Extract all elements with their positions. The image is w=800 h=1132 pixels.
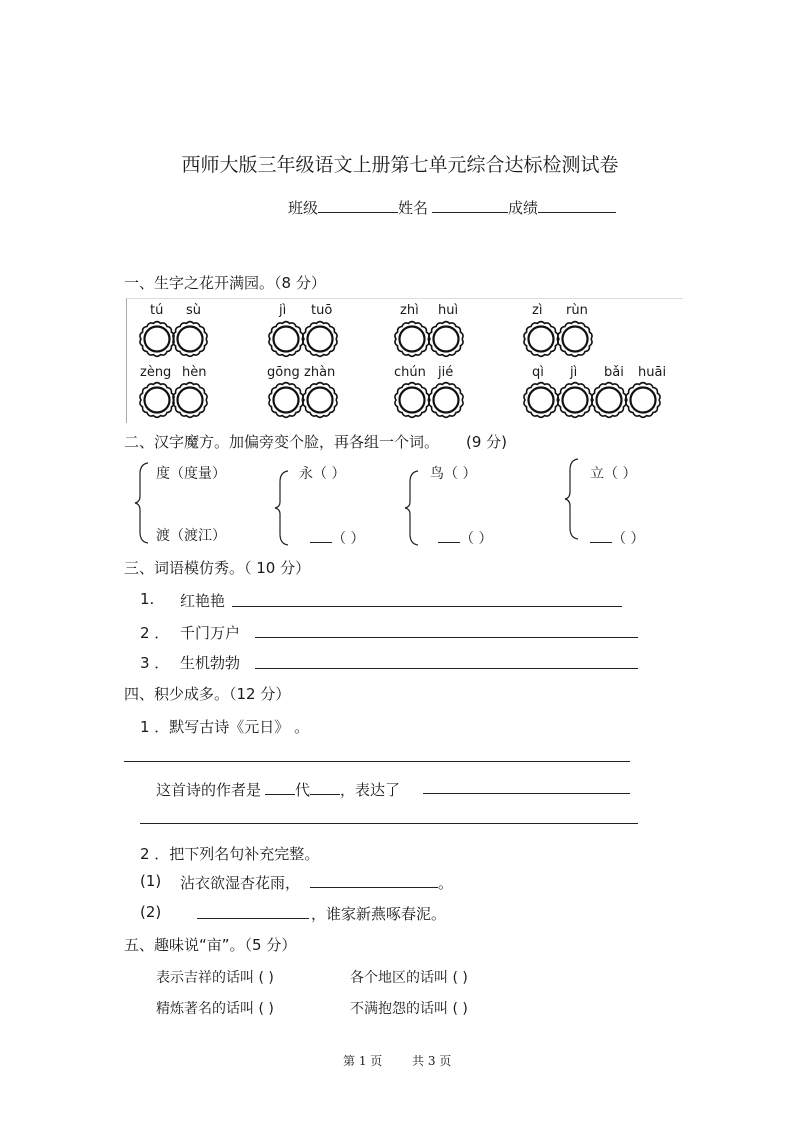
pinyin: gōng bbox=[267, 365, 300, 380]
flower-ring-icon[interactable] bbox=[424, 317, 468, 361]
poem-line-2: ，谁家新燕啄春泥。 bbox=[311, 905, 447, 923]
section-2-heading: 二、汉字魔方。加偏旁变个脸，再各组一个词。 bbox=[124, 433, 440, 451]
poem-blank[interactable] bbox=[197, 918, 309, 919]
student-info bbox=[288, 195, 616, 218]
brace-icon bbox=[274, 470, 290, 546]
flower-ring-icon[interactable] bbox=[168, 378, 212, 422]
poem-line-1-end: 。 bbox=[438, 874, 454, 892]
pinyin: qì bbox=[532, 365, 544, 380]
group-1-top: 度（度量） bbox=[156, 466, 226, 482]
flower-ring-icon[interactable] bbox=[621, 378, 665, 422]
pinyin: tú bbox=[150, 303, 164, 318]
pinyin: chún bbox=[394, 365, 426, 380]
flower-ring-icon[interactable] bbox=[424, 378, 468, 422]
page-title: 西师大版三年级语文上册第七单元综合达标检测试卷 bbox=[181, 154, 619, 176]
brace-icon bbox=[134, 462, 150, 544]
poem-answer-line[interactable] bbox=[124, 761, 630, 762]
radical-blank[interactable] bbox=[590, 525, 612, 543]
flower-ring-icon[interactable] bbox=[553, 317, 597, 361]
model-word: 千门万户 bbox=[180, 624, 241, 642]
radical-blank[interactable] bbox=[310, 525, 332, 543]
pinyin: bǎi bbox=[604, 365, 624, 380]
class-blank[interactable] bbox=[318, 195, 398, 213]
pinyin: zhì bbox=[400, 303, 419, 318]
pinyin: rùn bbox=[566, 303, 588, 318]
flower-ring-icon[interactable] bbox=[298, 378, 342, 422]
section-3-heading: 三、词语模仿秀。（ 10 分） bbox=[124, 559, 311, 577]
dynasty-blank[interactable] bbox=[265, 777, 295, 795]
item-number: 2 ． bbox=[140, 624, 170, 642]
section-4-heading: 四、积少成多。（12 分） bbox=[124, 685, 291, 703]
class-label: 班级 bbox=[288, 199, 319, 217]
page-number: 第 1 页 bbox=[343, 1054, 383, 1068]
feeling-answer-line[interactable] bbox=[423, 793, 630, 794]
pinyin: zèng bbox=[140, 365, 172, 380]
section-2-score: (9 分) bbox=[466, 433, 508, 451]
group-3-bottom: （ ） bbox=[438, 525, 492, 548]
pinyin: hèn bbox=[182, 365, 207, 380]
model-word: 生机勃勃 bbox=[180, 654, 241, 672]
page-total: 共 3 页 bbox=[412, 1054, 452, 1068]
poem-blank[interactable] bbox=[310, 887, 438, 888]
question-2: 2 ．把下列名句补充完整。 bbox=[140, 845, 320, 863]
pinyin: jì bbox=[279, 303, 287, 318]
item-number: 3 ． bbox=[140, 654, 170, 672]
name-label: 姓名 bbox=[398, 199, 429, 217]
answer-line[interactable] bbox=[255, 637, 638, 638]
author-blank[interactable] bbox=[310, 777, 340, 795]
author-question: 这首诗的作者是 代 ，表达了 bbox=[156, 777, 400, 800]
score-label: 成绩 bbox=[508, 199, 539, 217]
flower-ring-icon[interactable] bbox=[298, 317, 342, 361]
name-blank[interactable] bbox=[432, 195, 508, 213]
pinyin: sù bbox=[186, 303, 202, 318]
group-2-bottom: （ ） bbox=[310, 525, 364, 548]
section-1-heading: 一、生字之花开满园。（8 分） bbox=[124, 274, 326, 292]
pinyin: jié bbox=[438, 365, 454, 380]
riddle-item: 各个地区的话叫 ( ) bbox=[350, 970, 468, 986]
answer-line[interactable] bbox=[140, 823, 638, 824]
model-word: 红艳艳 bbox=[180, 592, 226, 610]
riddle-item: 精炼著名的话叫 ( ) bbox=[156, 1001, 274, 1017]
pinyin: zì bbox=[532, 303, 543, 318]
riddle-item: 不满抱怨的话叫 ( ) bbox=[350, 1001, 468, 1017]
answer-line[interactable] bbox=[255, 668, 638, 669]
brace-icon bbox=[564, 458, 580, 540]
group-2-top: 永（ ） bbox=[299, 466, 346, 482]
pinyin: tuō bbox=[311, 303, 333, 318]
section-5-heading: 五、趣味说“亩”。（5 分） bbox=[124, 936, 297, 954]
group-4-bottom: （ ） bbox=[590, 525, 644, 548]
sub-item-number: (2) bbox=[140, 903, 162, 921]
pinyin: huì bbox=[438, 303, 459, 318]
pinyin: huāi bbox=[638, 365, 667, 380]
group-3-top: 鸟（ ） bbox=[430, 466, 477, 482]
group-4-top: 立（ ） bbox=[590, 466, 637, 482]
item-number: 1. bbox=[140, 590, 155, 608]
poem-line-1: 沾衣欲湿杏花雨， bbox=[180, 874, 301, 892]
question-1: 1 ．默写古诗《元日》 。 bbox=[140, 718, 310, 736]
brace-icon bbox=[404, 470, 420, 546]
radical-blank[interactable] bbox=[438, 525, 460, 543]
sub-item-number: (1) bbox=[140, 872, 162, 890]
pinyin: jì bbox=[570, 365, 578, 380]
group-1-bottom: 渡（渡江） bbox=[156, 528, 226, 544]
riddle-item: 表示吉祥的话叫 ( ) bbox=[156, 970, 274, 986]
flower-ring-icon[interactable] bbox=[168, 317, 212, 361]
score-blank[interactable] bbox=[538, 195, 616, 213]
answer-line[interactable] bbox=[232, 606, 622, 607]
pinyin: zhàn bbox=[304, 365, 336, 380]
